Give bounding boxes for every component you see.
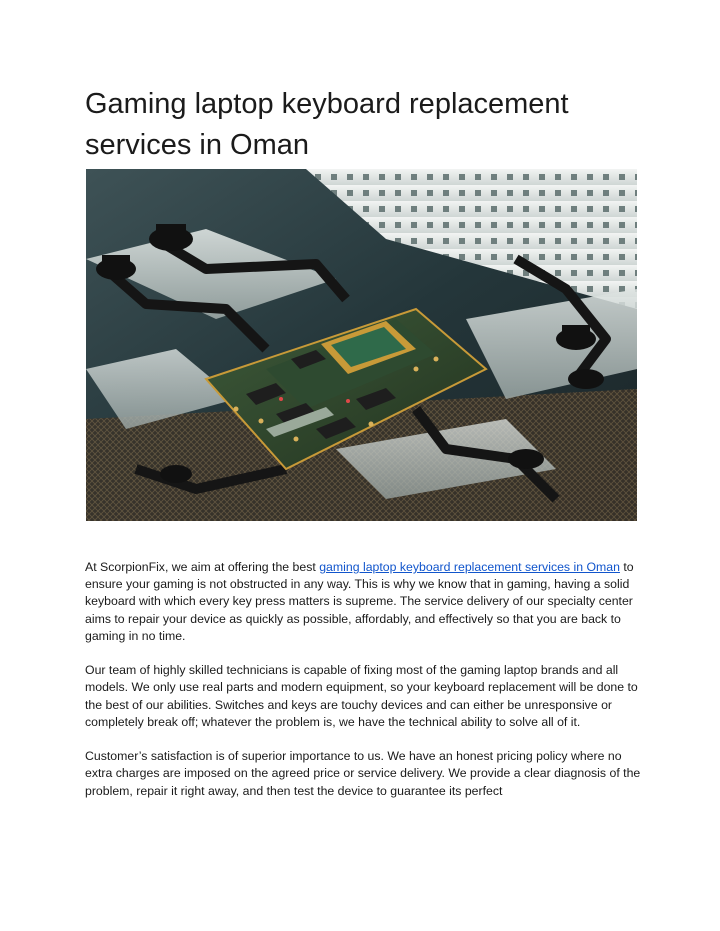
paragraph-1 — [85, 559, 641, 645]
service-link[interactable]: gaming laptop keyboard replacement services in Oman — [319, 560, 620, 574]
body-text — [85, 559, 641, 817]
paragraph-3: Customer’s satisfaction is of superior importance to us. We have an honest pricing policy where no extra charges are imposed on the agreed price or service delivery. We provide a clear diagnosis of the problem, repair it right away, and then test the device to guarantee its perfect — [85, 749, 641, 798]
motherboard-photo — [86, 169, 637, 521]
paragraph-1-rest: to ensure your gaming is not obstructed in any way. This is why we know that in gaming, having a solid keyboard with which every key press matters is supreme. The service delivery of our specialty center aims to repair your device as quickly as possible, affordably, and effectively so that you are back to gaming in no time. — [85, 560, 634, 643]
page-title: Gaming laptop keyboard replacement services in Oman — [85, 88, 569, 161]
hero-image — [86, 169, 637, 521]
paragraph-2: Our team of highly skilled technicians is capable of fixing most of the gaming laptop brands and all models. We only use real parts and modern equipment, so your keyboard replacement will be done to the best of our abilities. Switches and keys are touchy devices and can either be unresponsive or completely break off; whatever the problem is, we have the technical ability to solve all of it. — [85, 663, 638, 729]
paragraph-1-intro: At ScorpionFix, we aim at offering the best — [85, 560, 320, 574]
